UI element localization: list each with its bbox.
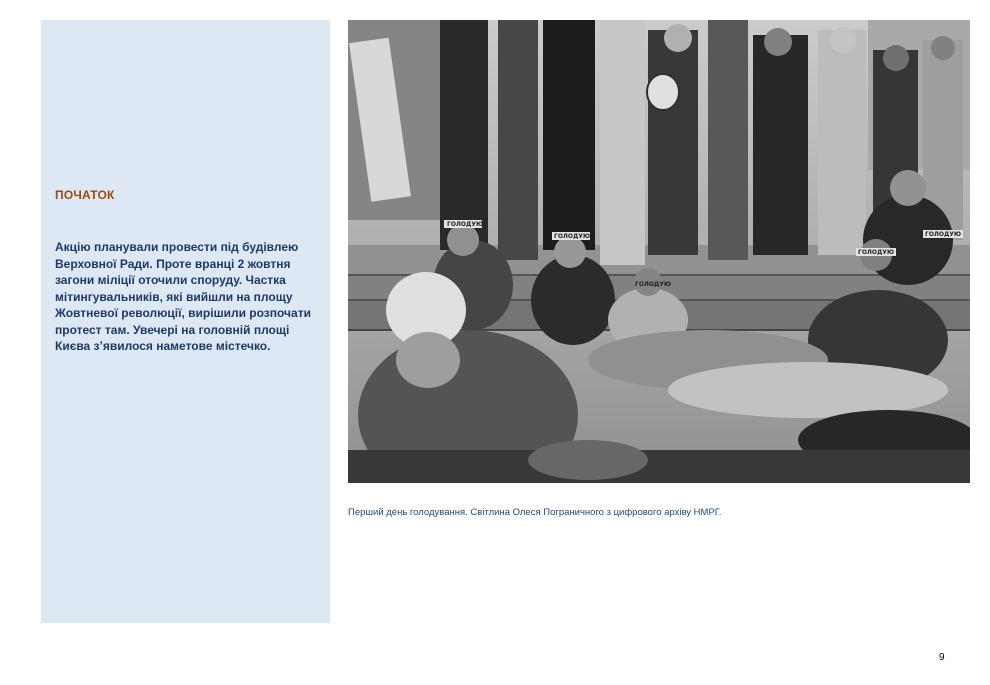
section-body-text: Акцію планували провести під будівлею Верховної Ради. Проте вранці 2 жовтня загони міліції оточили споруду. Частка мітингувальників, які вийшли на площу Жовтневої революції, вирішили розпочати протест там. Увечері на головній площі Києва з’явилося наметове містечко. <box>55 240 311 353</box>
photo-caption: Перший день голодування. Світлина Олеся Пограничного з цифрового архіву НМРГ. <box>348 507 722 518</box>
hunger-strike-photo <box>348 20 970 483</box>
headband-label: ГОЛОДУЮ <box>925 231 962 238</box>
page-number: 9 <box>939 652 945 663</box>
section-heading: ПОЧАТОК <box>55 188 115 202</box>
headband-label: ГОЛОДУЮ <box>635 281 672 288</box>
headband-label: ГОЛОДУЮ <box>858 249 895 256</box>
headband-label: ГОЛОДУЮ <box>447 221 484 228</box>
sidebar-panel <box>41 20 330 623</box>
photo-illustration <box>348 20 970 483</box>
headband-label: ГОЛОДУЮ <box>554 233 591 240</box>
